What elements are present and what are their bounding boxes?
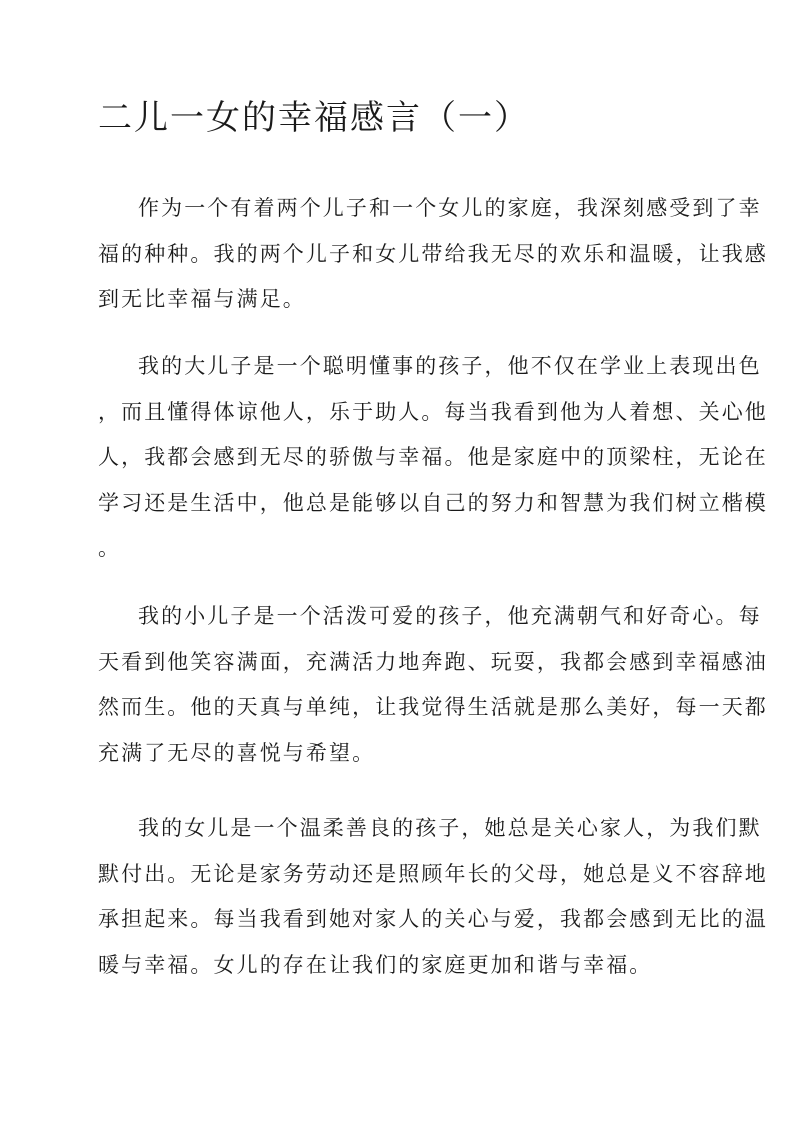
paragraph-line: 天看到他笑容满面，充满活力地奔跑、玩耍，我都会感到幸福感油 [98,649,768,674]
paragraph-line: 我的女儿是一个温柔善良的孩子，她总是关心家人，为我们默 [138,816,762,840]
paragraph-line: 学习还是生活中，他总是能够以自己的努力和智慧为我们树立楷模 [98,490,768,515]
paragraph-line: 人，我都会感到无尽的骄傲与幸福。他是家庭中的顶梁柱，无论在 [98,445,768,469]
paragraph-intro [98,186,768,323]
paragraph-line: ，而且懂得体谅他人，乐于助人。每当我看到他为人着想、关心他 [98,399,768,424]
paragraph-line: 福的种种。我的两个儿子和女儿带给我无尽的欢乐和温暖，让我感 [98,241,768,266]
paragraph-elder-son [98,344,768,572]
paragraph-line: 充满了无尽的喜悦与希望。 [98,740,376,765]
paragraph-line: 暖与幸福。女儿的存在让我们的家庭更加和谐与幸福。 [98,952,653,977]
paragraph-younger-son [98,594,768,776]
paragraph-line: 然而生。他的天真与单纯，让我觉得生活就是那么美好，每一天都 [98,695,768,719]
paragraph-line: 到无比幸福与满足。 [98,287,306,311]
paragraph-line: 承担起来。每当我看到她对家人的关心与爱，我都会感到无比的温 [98,907,768,931]
document-title: 二儿一女的幸福感言（一） [98,98,530,138]
paragraph-line: 默付出。无论是家务劳动还是照顾年长的父母，她总是义不容辞地 [98,861,768,886]
paragraph-line: 作为一个有着两个儿子和一个女儿的家庭，我深刻感受到了幸 [138,196,762,220]
paragraph-line: 。 [98,536,122,560]
paragraph-daughter [98,806,768,988]
paragraph-line: 我的大儿子是一个聪明懂事的孩子，他不仅在学业上表现出色 [138,354,762,378]
paragraph-line: 我的小儿子是一个活泼可爱的孩子，他充满朝气和好奇心。每 [138,604,762,628]
